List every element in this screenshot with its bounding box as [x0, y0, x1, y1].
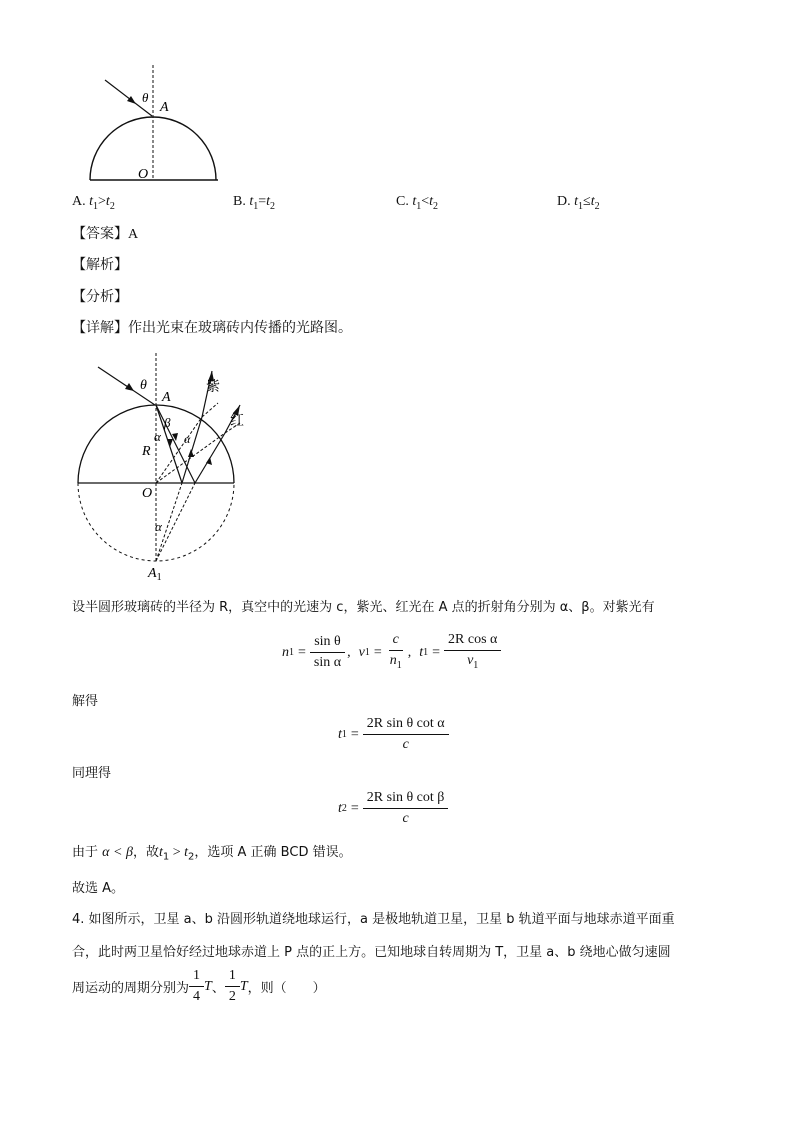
numerator: c [389, 632, 403, 651]
numerator: 2R sin θ cot β [363, 790, 449, 809]
option-c[interactable] [396, 192, 438, 217]
fraction [386, 632, 406, 674]
label-alpha-3: α [155, 519, 162, 534]
operator: ≤ [583, 194, 591, 209]
sub: 1 [423, 647, 429, 659]
sub: 1 [578, 200, 584, 212]
text: 由于 [72, 845, 99, 860]
separator: 、 [211, 981, 225, 996]
equals: = [350, 800, 359, 816]
label-o: O [142, 486, 153, 501]
sub: 2 [270, 200, 276, 212]
var-t: t [105, 194, 110, 209]
answer-line [72, 224, 138, 245]
arrow-icon [167, 439, 173, 447]
equation-1 [282, 632, 501, 674]
sub: 2 [594, 200, 600, 212]
equals: = [298, 644, 306, 660]
numerator: 1 [225, 968, 240, 987]
figure-light-path [70, 345, 260, 585]
label-r: R [142, 444, 151, 459]
detail-line [72, 318, 352, 338]
label-a: A [160, 100, 169, 115]
label-a1: $A_1$ [148, 566, 162, 583]
var-t: t [184, 845, 189, 860]
label-theta: θ [140, 378, 147, 393]
numerator: 1 [189, 968, 204, 987]
q4-line3 [72, 968, 326, 1005]
denominator [463, 651, 482, 674]
sub: 1 [416, 200, 422, 212]
var-t: t [574, 194, 579, 209]
label-a: A [162, 390, 171, 405]
sub: 1 [473, 659, 479, 671]
math-inequality: α < β [102, 845, 133, 860]
label-red: 红 [230, 413, 244, 429]
fraction [310, 634, 345, 671]
label-beta: β [164, 415, 171, 430]
label-alpha-2: α [184, 432, 191, 446]
denominator: 2 [228, 989, 236, 1004]
sub: 1 [93, 200, 99, 212]
sub: 1 [341, 729, 347, 740]
var-t: t [266, 194, 271, 209]
equals: = [432, 644, 441, 660]
detail-text: 作出光束在玻璃砖内传播的光路图。 [128, 320, 352, 336]
option-letter: C. [396, 194, 409, 209]
var-t: T [239, 978, 248, 994]
equals: = [373, 644, 382, 660]
option-letter: D. [557, 194, 571, 209]
sub: 1 [364, 647, 370, 659]
equation-2 [338, 716, 449, 753]
var-t: t [590, 194, 595, 209]
label-alpha: α [154, 429, 161, 444]
fraction [225, 968, 240, 1005]
dashed-oa-red [156, 433, 225, 483]
var-t: t [412, 194, 417, 209]
var-t: t [338, 800, 342, 816]
guxuan-text: 故选 A。 [72, 881, 125, 896]
purple-reflected-ray [182, 417, 202, 483]
var-t: T [204, 978, 212, 994]
sub: 1 [253, 200, 259, 212]
comma: , [347, 644, 351, 660]
denominator: sin α [313, 655, 342, 671]
var-n: n [282, 644, 289, 660]
fraction [444, 632, 501, 674]
sub: 1 [162, 851, 170, 863]
option-letter: A. [72, 194, 86, 209]
option-letter: B. [233, 194, 246, 209]
sub: 2 [109, 200, 115, 212]
var-t: t [158, 845, 163, 860]
numerator: 2R cos α [444, 632, 501, 651]
equals: = [350, 726, 359, 742]
sub: 1 [396, 659, 402, 671]
q4-line2: 合，此时两卫星恰好经过地球赤道上 P 点的正上方。已知地球自转周期为 T，卫星 a、b 绕地心做匀速圆 [72, 945, 671, 960]
q4-line1: 4. 如图所示，卫星 a、b 沿圆形轨道绕地球运行，a 是极地轨道卫星，卫星 b 轨道平面与地球赤道平面重 [72, 912, 675, 927]
text: ，故 [132, 845, 159, 860]
var-t: t [338, 726, 342, 742]
var-n: n [389, 653, 397, 668]
answer-value: A [128, 227, 139, 242]
denominator [386, 651, 406, 674]
setup-text: 设半圆形玻璃砖的半径为 R，真空中的光速为 c，紫光、红光在 A 点的折射角分别为 α、β。对紫光有 [72, 600, 655, 615]
var-t: t [419, 644, 424, 660]
text: ，则（ ） [247, 981, 326, 996]
dashed-a1-red [156, 483, 195, 561]
option-b[interactable] [233, 192, 275, 217]
tongli-text: 同理得 [72, 766, 112, 781]
analysis-tag: 【解析】 [72, 257, 128, 273]
jiede-text: 解得 [72, 694, 99, 709]
option-a[interactable] [72, 192, 115, 217]
fraction [363, 716, 449, 753]
conclusion-line [72, 843, 352, 868]
fenxi-tag: 【分析】 [72, 289, 128, 305]
operator: = [258, 194, 267, 209]
operator: > [98, 194, 106, 209]
denominator: c [402, 811, 409, 826]
detail-tag: 【详解】 [72, 320, 128, 336]
denominator: c [402, 737, 409, 752]
denominator: 4 [193, 989, 201, 1004]
sub: 2 [433, 200, 439, 212]
fraction [189, 968, 204, 1005]
comma: , [407, 644, 412, 660]
operator: < [421, 194, 430, 209]
label-o: O [138, 167, 149, 182]
figure-semicircle-top [80, 60, 240, 185]
sub: 2 [341, 803, 347, 814]
sub: 1 [289, 647, 294, 659]
label-purple: 紫 [206, 379, 220, 395]
option-d[interactable] [557, 192, 600, 217]
fraction [363, 790, 449, 827]
sub: 2 [188, 851, 195, 863]
numerator: sin θ [310, 634, 345, 653]
equation-3 [338, 790, 448, 827]
text: ，选项 A 正确 BCD 错误。 [194, 845, 352, 860]
var-v: v [358, 644, 365, 660]
arrow-icon [188, 449, 194, 457]
numerator: 2R sin θ cot α [363, 716, 449, 735]
var-t: t [89, 194, 94, 209]
var-v: v [467, 653, 474, 668]
answer-tag: 【答案】 [72, 226, 128, 242]
var-t: t [429, 194, 434, 209]
var-t: t [249, 194, 254, 209]
label-theta: θ [142, 90, 149, 105]
operator: > [169, 845, 185, 860]
text: 周运动的周期分别为 [72, 981, 190, 996]
arrow-icon [125, 383, 134, 391]
